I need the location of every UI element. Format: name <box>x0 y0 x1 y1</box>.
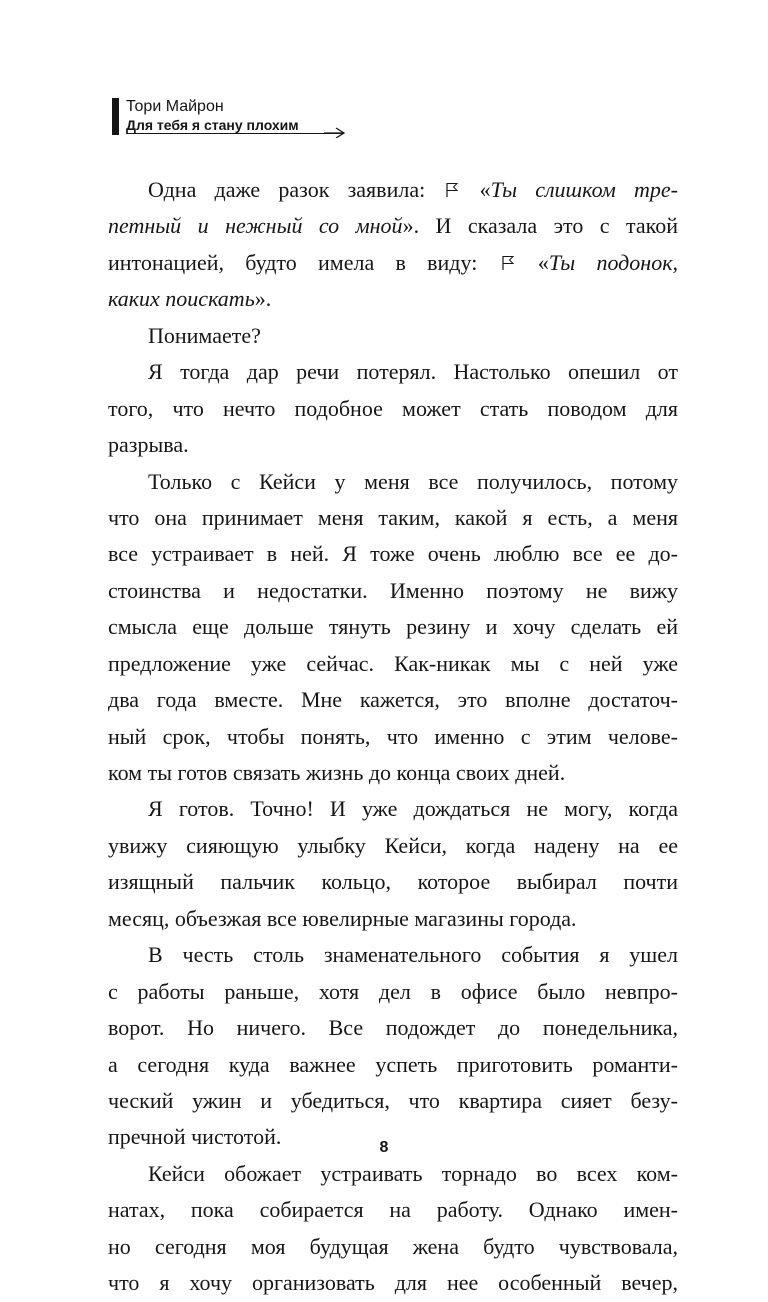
text-run: что она принимает меня таким, какой я есть, а меня <box>108 504 678 530</box>
text-run: « <box>461 177 491 202</box>
text-line <box>108 937 678 973</box>
text-run: смысла еще дольше тянуть резину и хочу сделать ей <box>108 614 678 640</box>
text-line <box>108 500 678 536</box>
text-run: того, что нечто подобное может стать поводом для <box>108 395 678 421</box>
text-run: Кейси обожает устраивать торнадо во всех ком- <box>148 1160 678 1186</box>
text-line <box>108 281 678 317</box>
arrow-icon <box>324 126 346 138</box>
text-line <box>108 1192 678 1228</box>
text-line <box>108 1010 678 1046</box>
flag-icon <box>445 182 459 198</box>
text-run: Я готов. Точно! И уже дождаться не могу, когда <box>148 796 678 822</box>
text-line <box>108 1083 678 1119</box>
text-run: увижу сияющую улыбку Кейси, когда надену на ее <box>108 832 678 858</box>
text-run: месяц, объезжая все ювелирные магазины города. <box>108 905 577 931</box>
body-text <box>108 172 678 1302</box>
text-line <box>108 791 678 827</box>
text-line <box>108 391 678 427</box>
text-line <box>108 864 678 900</box>
text-run: что я хочу организовать для нее особенный вечер, <box>108 1270 678 1296</box>
text-line <box>108 172 678 208</box>
text-run: разрыва. <box>108 432 189 458</box>
text-run: Я тогда дар речи потерял. Настолько опешил от <box>148 359 678 385</box>
text-run: натах, пока собирается на работу. Однако имен- <box>108 1197 678 1223</box>
text-line <box>108 609 678 645</box>
text-line <box>108 208 678 244</box>
text-line <box>108 464 678 500</box>
text-line <box>108 318 678 354</box>
text-run: с работы раньше, хотя дел в офисе было невпро- <box>108 978 678 1004</box>
text-line <box>108 1047 678 1083</box>
text-line <box>108 828 678 864</box>
text-line <box>108 646 678 682</box>
italic-quote-text: петный и нежный со мной <box>108 213 403 239</box>
text-run: Только с Кейси у меня все получилось, потому <box>148 468 678 494</box>
text-line <box>108 1265 678 1301</box>
text-line <box>108 682 678 718</box>
text-run: но сегодня моя будущая жена будто чувствовала, <box>108 1233 678 1259</box>
text-line <box>108 1156 678 1192</box>
text-line <box>108 1229 678 1265</box>
text-line <box>108 901 678 937</box>
text-line <box>108 719 678 755</box>
header-author: Тори Майрон <box>126 98 224 115</box>
text-run: ческий ужин и убедиться, что квартира сияет безу- <box>108 1087 678 1113</box>
text-run: Одна даже разок заявила: <box>148 177 444 202</box>
text-run: ». И сказала это с такой <box>402 213 678 239</box>
text-run: предложение уже сейчас. Как-никак мы с ней уже <box>108 650 678 676</box>
text-run: ный срок, чтобы понять, что именно с этим челове- <box>108 723 678 749</box>
text-line <box>108 427 678 463</box>
text-run: два года вместе. Мне кажется, это вполне достаточ- <box>108 687 678 713</box>
text-line <box>108 974 678 1010</box>
header-bar <box>112 98 119 135</box>
text-line <box>108 245 678 281</box>
text-run: В честь столь знаменательного события я ушел <box>148 942 678 968</box>
text-line <box>108 354 678 390</box>
text-line <box>108 755 678 791</box>
text-line <box>108 536 678 572</box>
text-run: ». <box>254 286 272 312</box>
text-run: пречной чистотой. <box>108 1124 282 1150</box>
header-book-title: Для тебя я стану плохим <box>126 117 299 133</box>
text-run: стоинства и недостатки. Именно поэтому не вижу <box>108 577 678 603</box>
italic-quote-text: Ты подонок, <box>548 249 678 275</box>
text-run: все устраивает в ней. Я тоже очень люблю все ее до- <box>108 541 678 567</box>
text-run: интонацией, будто имела в виду: <box>108 249 499 275</box>
italic-quote-text: Ты слишком тре- <box>490 177 678 202</box>
italic-quote-text: каких поискать <box>108 286 255 312</box>
text-run: ком ты готов связать жизнь до конца своих дней. <box>108 760 566 785</box>
page-number: 8 <box>379 1139 389 1156</box>
running-header <box>112 96 352 144</box>
header-rule <box>126 133 342 134</box>
text-line <box>108 573 678 609</box>
text-run: « <box>516 249 549 275</box>
text-run: изящный пальчик кольцо, которое выбирал почти <box>108 869 678 895</box>
text-run: а сегодня куда важнее успеть приготовить романти- <box>108 1051 678 1077</box>
flag-icon <box>501 255 515 271</box>
text-run: ворот. Но ничего. Все подождет до понедельника, <box>108 1015 678 1041</box>
text-run: Понимаете? <box>148 322 261 348</box>
